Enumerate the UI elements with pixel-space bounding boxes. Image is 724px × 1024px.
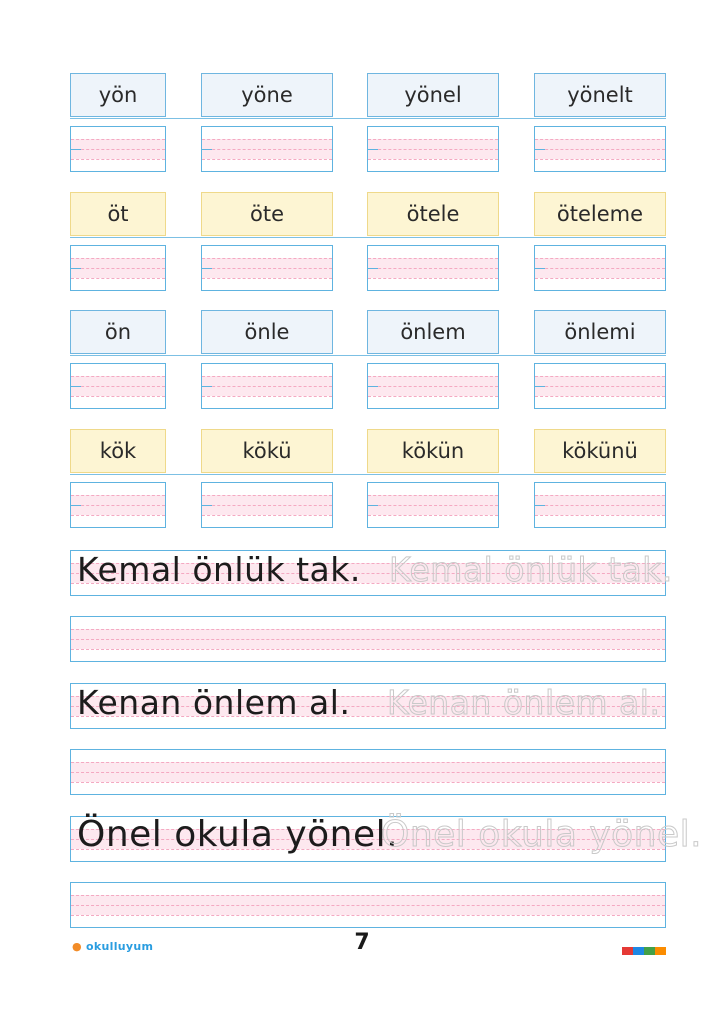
word-box	[534, 429, 666, 473]
logo-text: okulluyum	[86, 940, 154, 953]
sentence-writing-line[interactable]	[70, 749, 666, 795]
word-label: öt	[107, 202, 129, 226]
word-box	[367, 192, 499, 236]
sentence-text: Kemal önlük tak.	[77, 550, 361, 589]
word-box	[367, 73, 499, 117]
word-label: yön	[98, 83, 138, 107]
row-divider	[70, 237, 666, 238]
writing-guide[interactable]	[201, 363, 333, 409]
word-label: yöne	[241, 83, 293, 107]
word-box	[201, 429, 333, 473]
word-box	[534, 192, 666, 236]
word-label: önlem	[400, 320, 466, 344]
row-divider	[70, 474, 666, 475]
writing-guide[interactable]	[534, 245, 666, 291]
writing-guide[interactable]	[367, 363, 499, 409]
word-label: önle	[244, 320, 290, 344]
word-label: kökünü	[562, 439, 638, 463]
logo-mark-icon: ●	[72, 940, 82, 953]
brand-strip-segment	[622, 947, 633, 955]
word-label: ön	[104, 320, 132, 344]
word-label: kökü	[242, 439, 292, 463]
sentence-model-line	[70, 814, 703, 862]
writing-guide[interactable]	[367, 482, 499, 528]
word-box	[201, 73, 333, 117]
sentence-trace[interactable]: Kenan önlem al.	[387, 683, 661, 722]
word-label: yönelt	[567, 83, 633, 107]
word-box	[70, 429, 166, 473]
word-box	[534, 310, 666, 354]
brand-strip-segment	[633, 947, 644, 955]
word-box	[367, 429, 499, 473]
writing-guide[interactable]	[70, 126, 166, 172]
brand-strip-segment	[655, 947, 666, 955]
sentence-trace[interactable]: Önel okula yönel.	[381, 814, 703, 855]
page-number: 7	[354, 930, 370, 955]
writing-guide[interactable]	[367, 126, 499, 172]
word-label: kök	[99, 439, 137, 463]
sentence-trace[interactable]: Kemal önlük tak.	[389, 550, 673, 589]
brand-strip-icon	[622, 947, 666, 955]
word-label: yönel	[404, 83, 462, 107]
writing-guide[interactable]	[70, 363, 166, 409]
word-box	[367, 310, 499, 354]
writing-guide[interactable]	[201, 245, 333, 291]
word-box	[201, 192, 333, 236]
sentence-writing-line[interactable]	[70, 882, 666, 928]
word-label: önlemi	[564, 320, 636, 344]
word-box	[70, 192, 166, 236]
word-label: öte	[249, 202, 284, 226]
writing-guide[interactable]	[201, 126, 333, 172]
sentence-text: Kenan önlem al.	[77, 683, 351, 722]
writing-guide[interactable]	[70, 245, 166, 291]
writing-guide[interactable]	[534, 482, 666, 528]
sentence-text: Önel okula yönel.	[77, 814, 399, 855]
sentence-writing-line[interactable]	[70, 616, 666, 662]
sentence-model-line	[70, 550, 673, 596]
writing-guide[interactable]	[70, 482, 166, 528]
writing-guide[interactable]	[534, 363, 666, 409]
writing-guide[interactable]	[367, 245, 499, 291]
word-label: öteleme	[556, 202, 644, 226]
word-label: kökün	[401, 439, 465, 463]
row-divider	[70, 118, 666, 119]
sentence-model-line	[70, 683, 666, 729]
word-box	[70, 310, 166, 354]
word-box	[70, 73, 166, 117]
word-box	[534, 73, 666, 117]
brand-strip-segment	[644, 947, 655, 955]
row-divider	[70, 355, 666, 356]
word-label: ötele	[406, 202, 460, 226]
writing-guide[interactable]	[534, 126, 666, 172]
writing-guide[interactable]	[201, 482, 333, 528]
word-box	[201, 310, 333, 354]
